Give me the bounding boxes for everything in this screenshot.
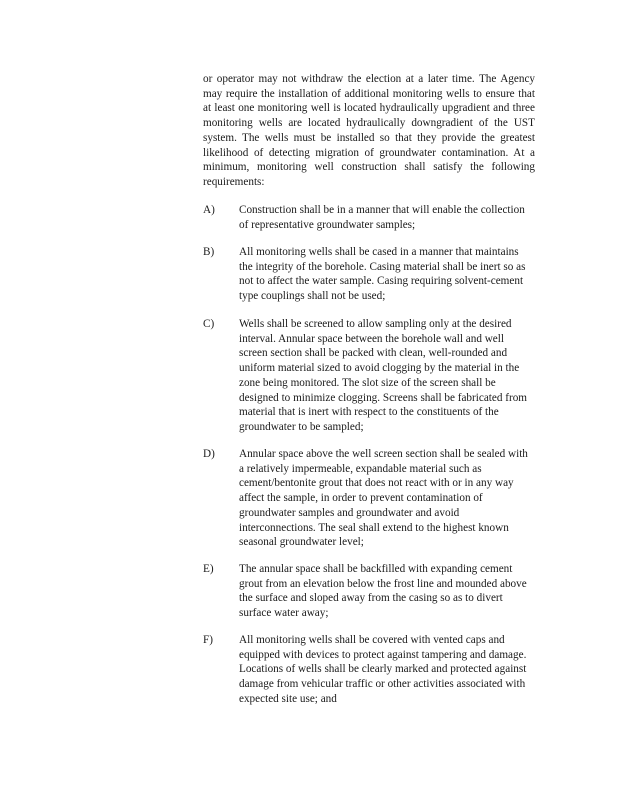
requirement-label: F) [203,634,213,646]
requirement-item-a [203,203,535,232]
requirement-label: D) [203,448,215,460]
requirement-item-c [203,317,535,435]
intro-paragraph: or operator may not withdraw the election at a later time. The Agency may require the installation of additional monitoring wells to ensure that at least one monitoring well is located hydraulically upgradient and three monitoring wells are located hydraulically downgradient of the UST system. The wells must be installed so that they provide the greatest likelihood of detecting migration of groundwater contamination. At a minimum, monitoring well construction shall satisfy the following requirements: [203,73,535,188]
requirement-label: B) [203,246,215,258]
requirement-text: Wells shall be screened to allow sampling only at the desired interval. Annular space between the borehole wall and well screen section shall be packed with clean, well-rounded and uniform material sized to avoid clogging by the material in the zone being monitored. The slot size of the screen shall be designed to minimize clogging. Screens shall be fabricated from material that is inert with respect to the constituents of the groundwater to be sampled; [239,318,527,433]
requirement-text: Annular space above the well screen section shall be sealed with a relatively impermeable, expandable material such as cement/bentonite grout that does not react with or in any way affect the sample, in order to prevent contamination of groundwater samples and groundwater and avoid interconnections. The seal shall extend to the highest known seasonal groundwater level; [239,448,528,549]
requirement-text: All monitoring wells shall be cased in a manner that maintains the integrity of the borehole. Casing material shall be inert so as not to affect the water sample. Casing requiring solvent-cement type couplings shall not be used; [239,246,526,303]
requirement-label: A) [203,204,215,216]
requirement-text: The annular space shall be backfilled with expanding cement grout from an elevation below the frost line and mounded above the surface and sloped away from the casing so as to divert surface water away; [239,563,527,620]
requirement-item-e [203,562,535,621]
requirement-item-f [203,633,535,707]
requirement-label: C) [203,318,215,330]
requirement-text: Construction shall be in a manner that will enable the collection of representative groundwater samples; [239,204,525,231]
requirement-text: All monitoring wells shall be covered with vented caps and equipped with devices to protect against tampering and damage. Locations of wells shall be clearly marked and protected against damage from vehicular traffic or other activities associated with expected site use; and [239,634,527,705]
requirement-item-b [203,245,535,304]
requirement-label: E) [203,563,214,575]
requirement-item-d [203,447,535,550]
